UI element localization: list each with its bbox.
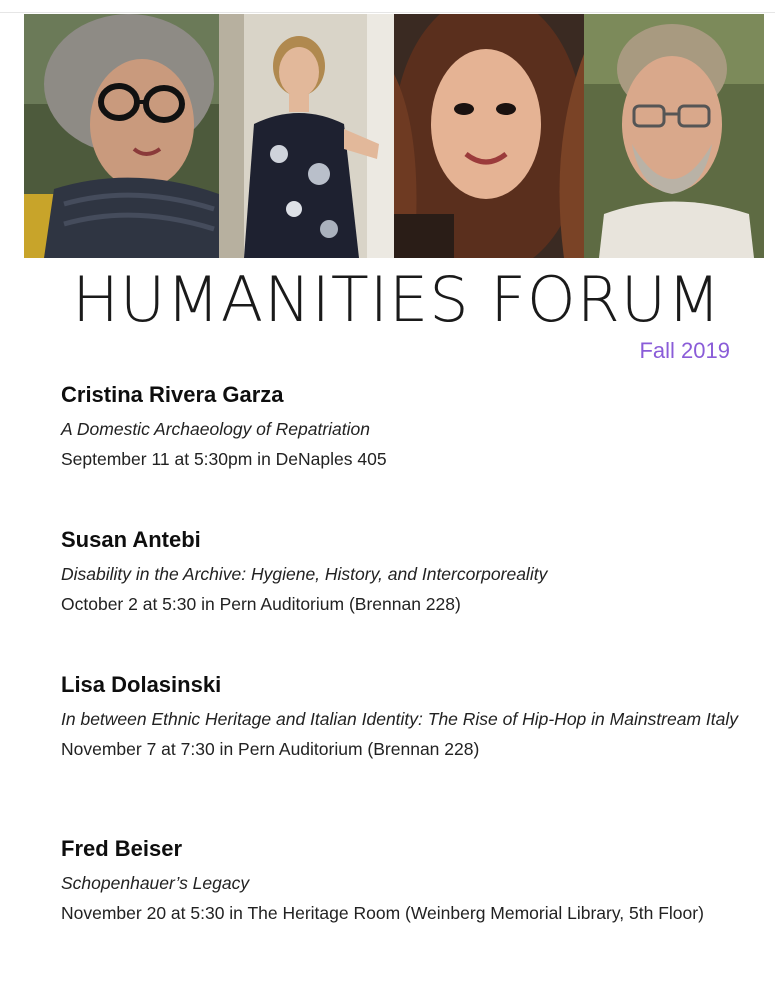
talk-title: Schopenhauer’s Legacy	[61, 873, 250, 893]
event-item	[61, 670, 741, 762]
event-time-location: September 11 at 5:30pm in DeNaples 405	[61, 449, 387, 469]
speaker-photo-strip	[24, 14, 764, 258]
event-time-location: November 7 at 7:30 in Pern Auditorium (Brennan 228)	[61, 739, 480, 759]
speaker-name: Cristina Rivera Garza	[61, 382, 284, 407]
speaker-photo-4	[584, 14, 764, 258]
event-time-location: October 2 at 5:30 in Pern Auditorium (Brennan 228)	[61, 594, 461, 614]
top-divider	[0, 12, 775, 13]
event-time-location: November 20 at 5:30 in The Heritage Room (Weinberg Memorial Library, 5th Floor)	[61, 903, 704, 923]
event-item	[61, 525, 741, 617]
page-title: HUMANITIES FORUM	[72, 263, 722, 336]
speaker-name: Fred Beiser	[61, 836, 183, 861]
term-label: Fall 2019	[639, 338, 730, 363]
event-item	[61, 380, 741, 472]
speaker-photo-2	[219, 14, 394, 258]
speaker-photo-3	[394, 14, 584, 258]
talk-title: In between Ethnic Heritage and Italian Identity: The Rise of Hip-Hop in Mainstream Italy	[61, 709, 739, 729]
talk-title: Disability in the Archive: Hygiene, History, and Intercorporeality	[61, 564, 548, 584]
event-item	[61, 834, 741, 926]
talk-title: A Domestic Archaeology of Repatriation	[61, 419, 370, 439]
speaker-name: Susan Antebi	[61, 527, 201, 552]
speaker-photo-1	[24, 14, 219, 258]
speaker-name: Lisa Dolasinski	[61, 672, 222, 697]
